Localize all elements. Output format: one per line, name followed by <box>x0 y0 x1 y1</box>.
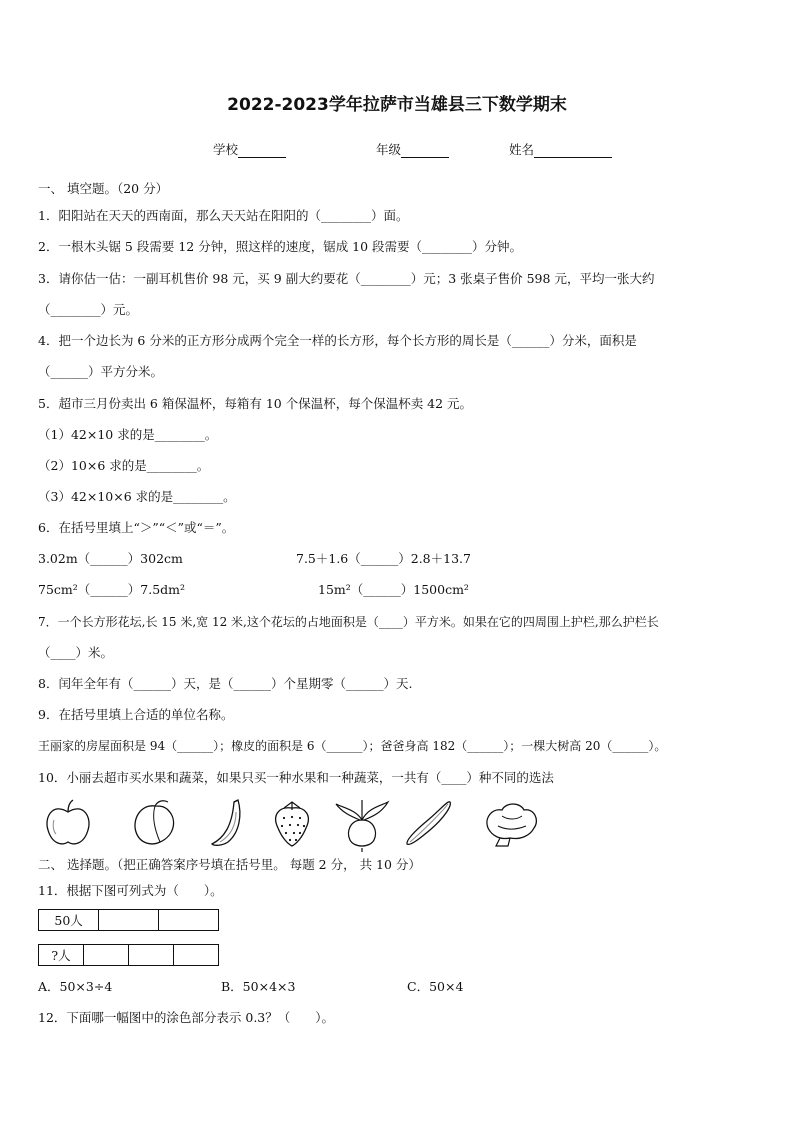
diagram-cell <box>174 945 219 966</box>
diagram-cell <box>84 945 129 966</box>
question-9: 9．在括号里填上合适的单位名称。 <box>38 707 234 722</box>
question-3-line1: 3．请你估一估：一副耳机售价 98 元，买 9 副大约要花（________）元；3 张桌子售价 598 元，平均一张大约 <box>38 271 655 286</box>
section1-heading: 一、 填空题。（20 分） <box>38 181 169 196</box>
question-1: 1．阳阳站在天天的西南面，那么天天站在阳阳的（________）面。 <box>38 208 409 223</box>
question-6-a: 3.02m（______）302cm <box>38 551 183 566</box>
question-6-c: 75cm²（______）7.5dm² <box>38 582 186 597</box>
grade-blank[interactable] <box>401 144 449 158</box>
peach-icon <box>130 798 180 848</box>
school-field <box>213 140 286 158</box>
diagram-row-1 <box>38 909 219 931</box>
question-11-option-c[interactable]: C．50×4 <box>407 979 464 994</box>
question-11-option-a[interactable]: A．50×3÷4 <box>38 979 113 994</box>
banana-icon <box>208 798 248 850</box>
cucumber-icon <box>404 798 456 848</box>
diagram-cell-label-2: ?人 <box>39 945 84 966</box>
diagram-row-2 <box>38 944 219 966</box>
name-label: 姓名 <box>509 142 535 157</box>
question-9-a: 王丽家的房屋面积是 94（______）；橡皮的面积是 6（______）；爸爸身高 182（______）；一棵大树高 20（______）。 <box>38 739 667 753</box>
question-5-3: （3）42×10×6 求的是________。 <box>38 489 236 504</box>
cabbage-icon <box>480 798 542 848</box>
question-8: 8．闰年全年有（______）天，是（______）个星期零（______）天. <box>38 676 413 691</box>
question-4-line1: 4．把一个边长为 6 分米的正方形分成两个完全一样的长方形，每个长方形的周长是（______）分米，面积是 <box>38 333 637 348</box>
section2-heading: 二、 选择题。（把正确答案序号填在括号里。 每题 2 分， 共 10 分） <box>38 857 421 872</box>
question-7-line2: （____）米。 <box>38 645 114 660</box>
question-2: 2．一根木头锯 5 段需要 12 分钟，照这样的速度，锯成 10 段需要（________）分钟。 <box>38 239 523 254</box>
question-6-d: 15m²（______）1500cm² <box>318 582 469 597</box>
question-10: 10．小丽去超市买水果和蔬菜，如果只买一种水果和一种蔬菜，一共有（____）种不同的选法 <box>38 770 554 785</box>
name-blank[interactable] <box>534 144 612 158</box>
diagram-cell <box>99 910 159 931</box>
grade-field <box>376 140 449 158</box>
question-11-option-b[interactable]: B．50×4×3 <box>221 979 296 994</box>
grade-label: 年级 <box>376 142 402 157</box>
apple-icon <box>42 798 94 848</box>
question-4-line2: （______）平方分米。 <box>38 364 164 379</box>
question-6: 6．在括号里填上“＞”“＜”或“＝”。 <box>38 520 235 535</box>
question-6-b: 7.5＋1.6（______）2.8＋13.7 <box>296 551 471 566</box>
page-title: 2022-2023学年拉萨市当雄县三下数学期末 <box>227 95 567 115</box>
question-5-1: （1）42×10 求的是________。 <box>38 427 218 442</box>
diagram-cell-label-1: 50人 <box>39 910 99 931</box>
diagram-cell <box>129 945 174 966</box>
school-label: 学校 <box>213 142 239 157</box>
question-3-line2: （________）元。 <box>38 302 139 317</box>
question-5: 5．超市三月份卖出 6 箱保温杯，每箱有 10 个保温杯，每个保温杯卖 42 元。 <box>38 396 473 411</box>
radish-icon <box>332 798 392 852</box>
diagram-cell <box>159 910 219 931</box>
question-7-line1: 7．一个长方形花坛,长 15 米,宽 12 米,这个花坛的占地面积是（____）平方米。如果在它的四周围上护栏,那么护栏长 <box>38 615 659 629</box>
strawberry-icon <box>270 798 314 848</box>
question-12: 12．下面哪一幅图中的涂色部分表示 0.3？（ ）。 <box>38 1010 335 1025</box>
name-field <box>509 140 612 158</box>
school-blank[interactable] <box>238 144 286 158</box>
question-5-2: （2）10×6 求的是________。 <box>38 458 210 473</box>
question-11: 11．根据下图可列式为（ ）。 <box>38 883 223 898</box>
